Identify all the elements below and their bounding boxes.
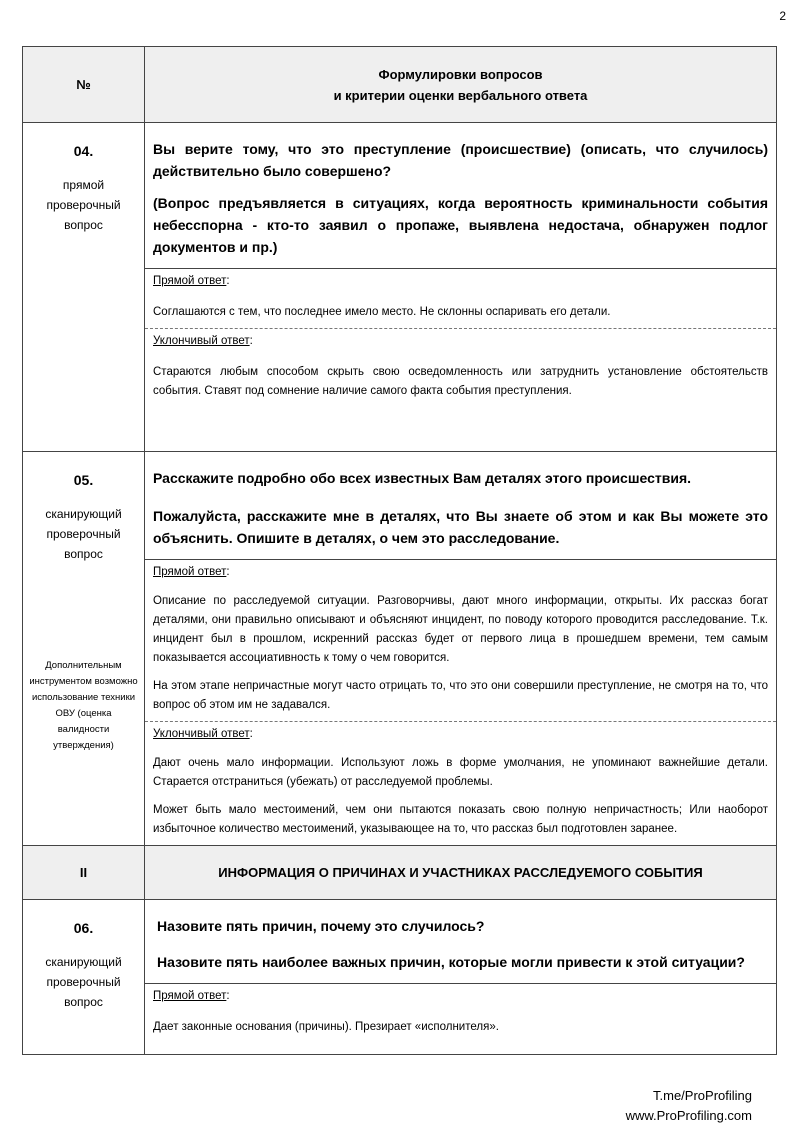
- questions-table: [22, 46, 777, 1055]
- question-type-line: проверочный: [46, 975, 121, 989]
- direct-answer-label: Прямой ответ: [153, 275, 227, 287]
- section-title: ИНФОРМАЦИЯ О ПРИЧИНАХ И УЧАСТНИКАХ РАССЛЕДУЕМОГО СОБЫТИЯ: [145, 846, 777, 900]
- answer-paragraph: Дают очень мало информации. Используют ложь в форме умолчания, не упоминают важнейшие детали. Старается отстраниться (убежать) от расследуемой проблемы.: [153, 757, 768, 788]
- section-number: II: [23, 846, 145, 900]
- answer-paragraph: Стараются любым способом скрыть свою осведомленность или затруднить установление обстоятельств события. Ставят под сомнение наличие самого факта события преступления.: [153, 366, 768, 397]
- table-row: [23, 900, 777, 1055]
- question-type-line: сканирующий: [45, 507, 122, 521]
- question-number: 05.: [73, 472, 94, 488]
- evasive-answer-label: Уклончивый ответ: [153, 728, 250, 740]
- table-header-row: [23, 47, 777, 123]
- answer-paragraph: На этом этапе непричастные могут часто отрицать то, что это они совершили преступление, не смотря на то, что вопрос об этом им не задавался.: [153, 680, 768, 711]
- question-type-line: прямой: [62, 178, 105, 192]
- footer: [626, 1086, 752, 1126]
- question-paragraph: Назовите пять причин, почему это случилось?: [157, 918, 485, 934]
- question-number: 06.: [73, 920, 94, 936]
- answer-paragraph: Описание по расследуемой ситуации. Разговорчивы, дают много информации, открыты. Их рассказ богат деталями, они правильно описывают и объясняют инцидент, по поводу которого проводится расследование. Т.к. инцидент был в прошлом, искренний рассказ будет от первого лица в прошедшем времени, тем самым показывается ассоциативность к тому о чем говорится.: [153, 595, 768, 664]
- question-text: [145, 900, 776, 984]
- answer-paragraph: Соглашаются с тем, что последнее имело место. Не склонны оспаривать его детали.: [153, 306, 611, 318]
- question-type-line: вопрос: [64, 547, 103, 561]
- evasive-answer-block: Уклончивый ответ: Стараются любым способом скрыть свою осведомленность или затруднить установление обстоятельств события. Ставят под сомнение наличие самого факта события преступления.: [145, 329, 776, 407]
- footer-telegram-link[interactable]: T.me/ProProfiling: [653, 1088, 752, 1103]
- question-type-line: вопрос: [64, 218, 103, 232]
- question-type-line: проверочный: [46, 527, 121, 541]
- direct-answer-label: Прямой ответ: [153, 566, 227, 578]
- direct-answer-block: Прямой ответ: Дает законные основания (причины). Презирает «исполнителя».: [145, 984, 776, 1043]
- question-type-line: проверочный: [46, 198, 121, 212]
- evasive-answer-block: Уклончивый ответ: Дают очень мало информации. Используют ложь в форме умолчания, не упоминают важнейшие детали. Старается отстраниться (убежать) от расследуемой проблемы. Может быть мало местоимений, чем они пытаются показать свою полную непричастность; Или наоборот избыточное количество местоимений, указывающее на то, что рассказ был подготовлен заранее.: [145, 722, 776, 845]
- question-number: 04.: [73, 143, 94, 159]
- footer-website-link[interactable]: www.ProProfiling.com: [625, 1108, 752, 1123]
- question-number-cell: [23, 452, 145, 846]
- question-content-cell: [145, 900, 777, 1055]
- direct-answer-block: Прямой ответ: Соглашаются с тем, что последнее имело место. Не склонны оспаривать его детали.: [145, 269, 776, 329]
- header-title-line1: Формулировки вопросов: [378, 66, 543, 82]
- section-row: [23, 846, 777, 900]
- answer-paragraph: Дает законные основания (причины). Презирает «исполнителя».: [153, 1021, 499, 1033]
- number-column-header: №: [23, 47, 145, 123]
- question-paragraph: (Вопрос предъявляется в ситуациях, когда вероятность криминальности события небесспорна - кто-то заявил о пропаже, выявлена недостача, обнаружен подлог документов и пр.): [153, 195, 768, 255]
- direct-answer-label: Прямой ответ: [153, 990, 227, 1002]
- answer-paragraph: Может быть мало местоимений, чем они пытаются показать свою полную непричастность; Или наоборот избыточное количество местоимений, указывающее на то, что рассказ был подготовлен заранее.: [153, 804, 768, 835]
- question-number-cell: [23, 900, 145, 1055]
- question-text: [145, 123, 776, 269]
- question-paragraph: Пожалуйста, расскажите мне в деталях, что Вы знаете об этом и как Вы можете это объяснить. Опишите в деталях, о чем это расследование.: [153, 508, 768, 546]
- question-paragraph: Вы верите тому, что это преступление (происшествие) (описать, что случилось) действительно было совершено?: [153, 141, 768, 179]
- direct-answer-block: Прямой ответ: Описание по расследуемой ситуации. Разговорчивы, дают много информации, открыты. Их рассказ богат деталями, они правильно описывают и объясняют инцидент, по поводу которого проводится расследование. Т.к. инцидент был в прошлом, искренний рассказ будет от первого лица в прошедшем времени, тем самым показывается ассоциативность к тому о чем говорится. На этом этапе непричастные могут часто отрицать то, что это они совершили преступление, не смотря на то, что вопрос об этом им не задавался.: [145, 560, 776, 722]
- question-content-cell: [145, 452, 777, 846]
- question-type-line: сканирующий: [45, 955, 122, 969]
- question-number-cell: [23, 123, 145, 452]
- question-paragraph: Назовите пять наиболее важных причин, которые могли привести к этой ситуации?: [157, 954, 745, 970]
- table-row: [23, 452, 777, 846]
- question-column-header: [145, 47, 777, 123]
- table-row: [23, 123, 777, 452]
- evasive-answer-label: Уклончивый ответ: [153, 335, 250, 347]
- question-text: [145, 452, 776, 560]
- page-number: 2: [779, 9, 786, 23]
- header-title-line2: и критерии оценки вербального ответа: [333, 87, 588, 103]
- technique-note: Дополнительным инструментом возможно использование техники ОВУ (оценка валидности утверждения): [29, 660, 138, 751]
- question-content-cell: [145, 123, 777, 452]
- question-type-line: вопрос: [64, 995, 103, 1009]
- question-paragraph: Расскажите подробно обо всех известных Вам деталях этого происшествия.: [153, 470, 692, 486]
